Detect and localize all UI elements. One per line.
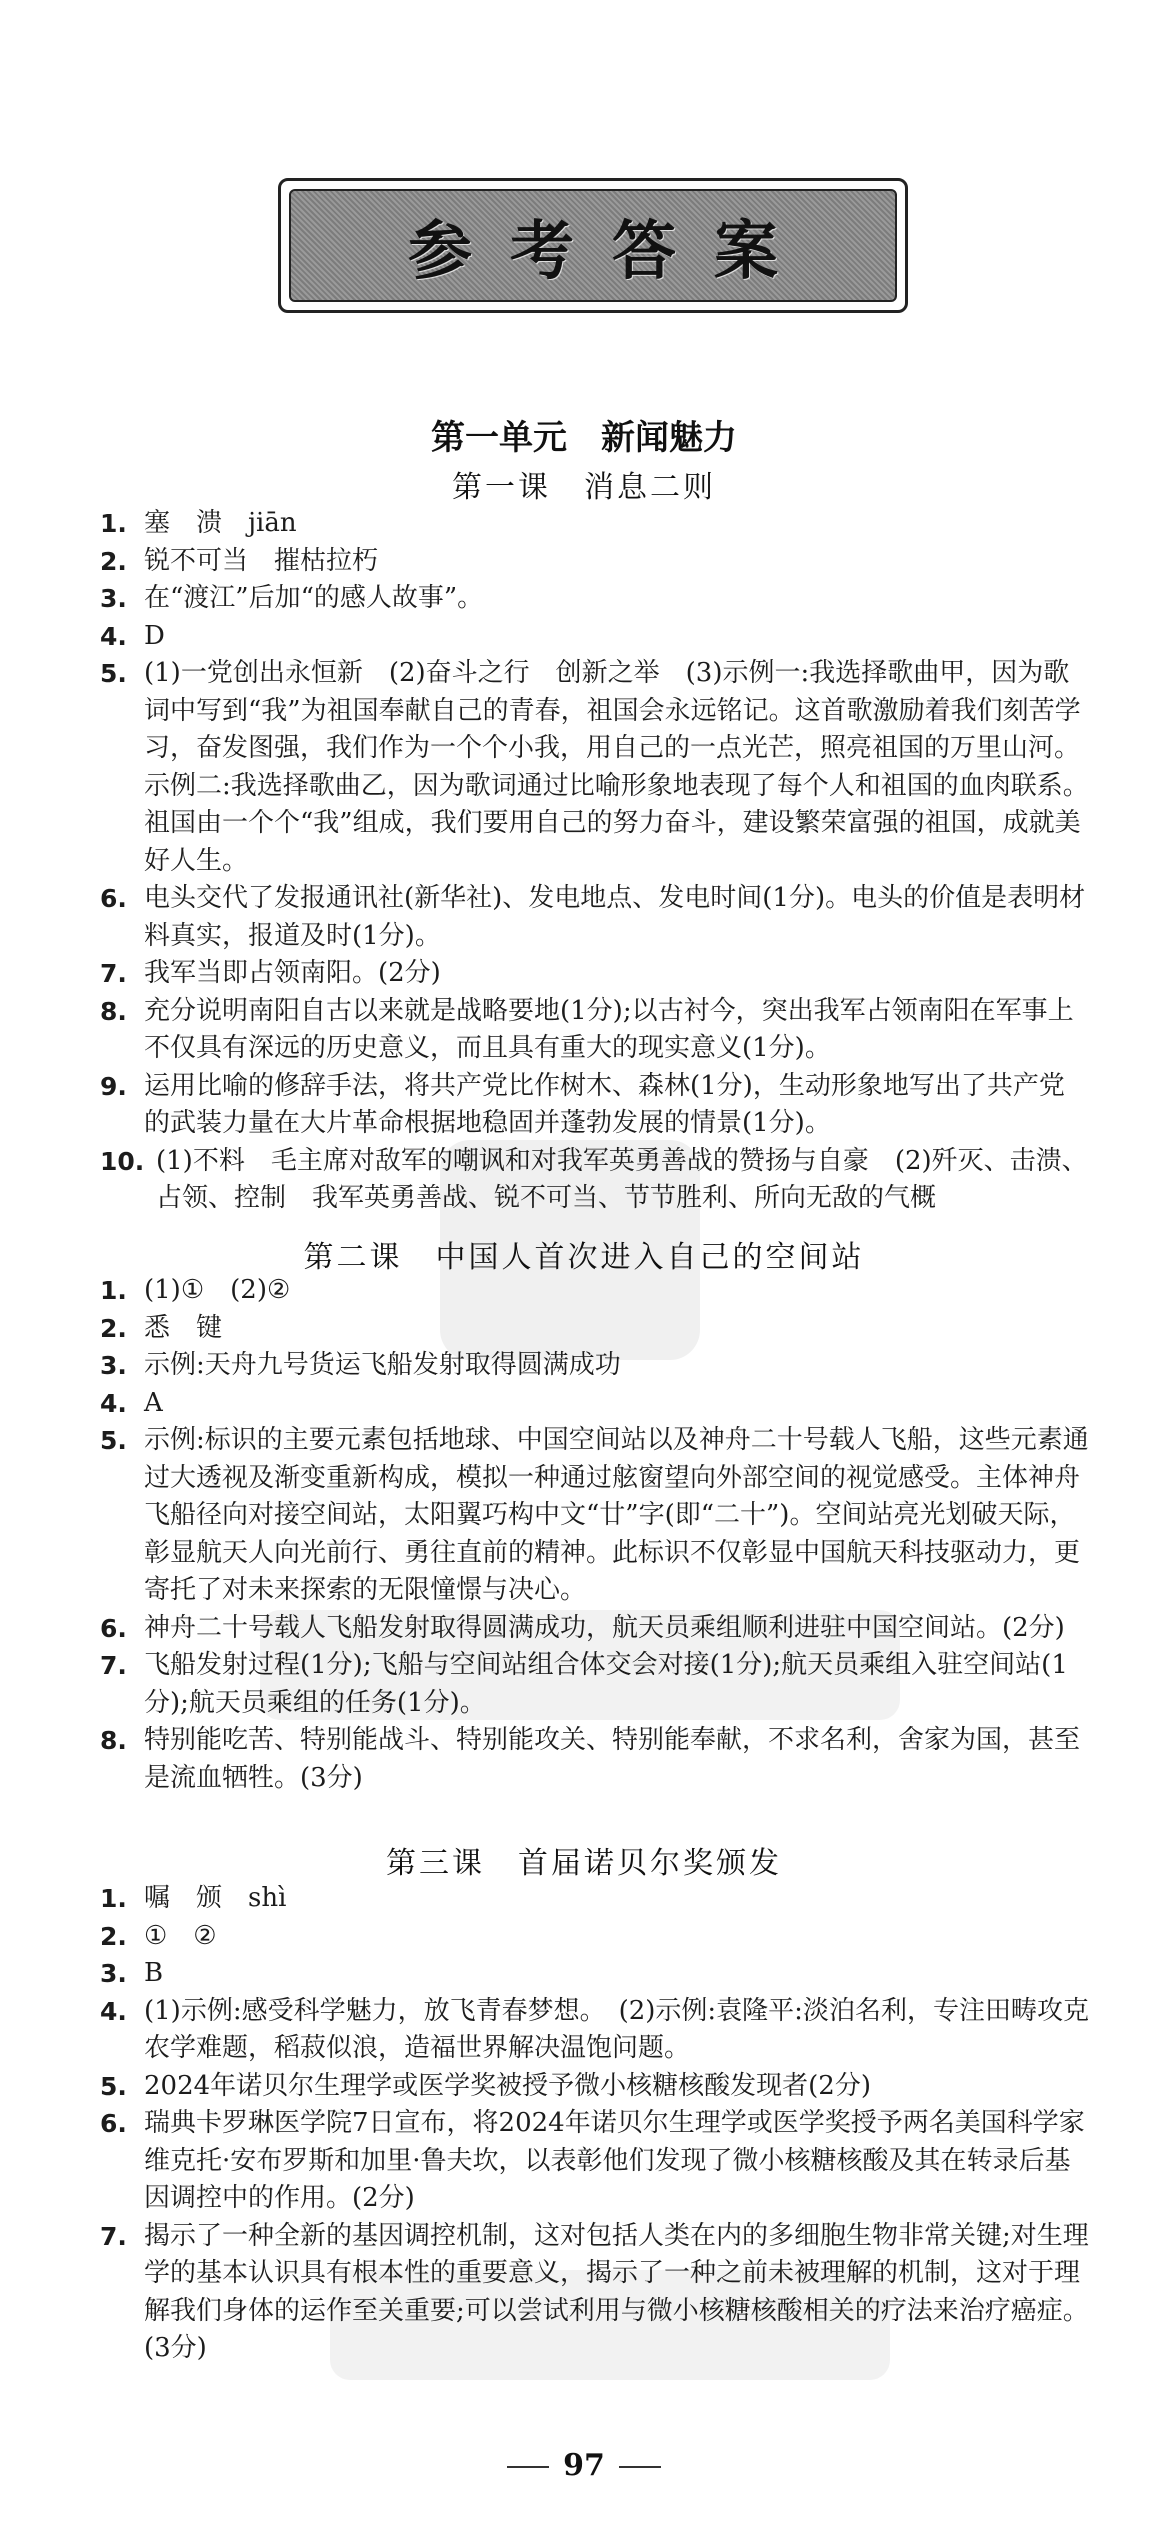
answer-item: 6. 神舟二十号载人飞船发射取得圆满成功，航天员乘组顺利进驻中国空间站。(2分)	[100, 1612, 1065, 1643]
lesson-1-answers	[100, 505, 1094, 1218]
lesson-2-title: 第二课 中国人首次进入自己的空间站	[303, 1240, 865, 1275]
answer-item: 3. B	[100, 1958, 164, 1988]
answer-item: 10. (1)不料 毛主席对敌军的嘲讽和对我军英勇善战的赞扬与自豪 (2)歼灭、击溃、占领、控制 我军英勇善战、锐不可当、节节胜利、所向无敌的气概	[100, 1145, 1088, 1213]
answer-item: 9. 运用比喻的修辞手法，将共产党比作树木、森林(1分)，生动形象地写出了共产党的武装力量在大片革命根据地稳固并蓬勃发展的情景(1分)。	[100, 1070, 1065, 1138]
answer-item: 1. 嘱 颁 shì	[100, 1883, 287, 1913]
answer-item: 3. 在“渡江”后加“的感人故事”。	[100, 583, 484, 613]
answer-item: 4. D	[100, 620, 165, 651]
answer-item: 5. (1)一党创出永恒新 (2)奋斗之行 创新之举 (3)示例一:我选择歌曲甲，因为歌词中写到“我”为祖国奉献自己的青春，祖国会永远铭记。这首歌激励着我们刻苦学习，奋发图强，我们作为一个个小我，用自己的一点光芒，照亮祖国的万里山河。 示例二:我选择歌曲乙，因为歌词通过比喻形象地表现了每个人和祖国的血肉联系。祖国由一个个“我”组成，我们要用自己的努力奋斗，建设繁荣富强的祖国，成就美好人生。	[100, 658, 1094, 876]
answer-item: 7. 揭示了一种全新的基因调控机制，这对包括人类在内的多细胞生物非常关键;对生理学的基本认识具有根本性的重要意义，揭示了一种之前未被理解的机制，这对于理解我们身体的运作至关重要;可以尝试利用与微小核糖核酸相关的疗法来治疗癌症。(3分)	[100, 2220, 1089, 2363]
page-footer	[0, 2448, 1168, 2483]
answer-item: 6. 瑞典卡罗琳医学院7日宣布，将2024年诺贝尔生理学或医学奖授予两名美国科学家维克托·安布罗斯和加里·鲁夫坎，以表彰他们发现了微小核糖核酸及其在转录后基因调控中的作用。(2分)	[100, 2108, 1085, 2213]
answer-item: 5. 示例:标识的主要元素包括地球、中国空间站以及神舟二十号载人飞船，这些元素通过大透视及渐变重新构成，模拟一种通过舷窗望向外部空间的视觉感受。主体神舟飞船径向对接空间站，太阳翼巧构中文“廿”字(即“二十”)。空间站亮光划破天际，彰显航天人向光前行、勇往直前的精神。此标识不仅彰显中国航天科技驱动力，更寄托了对未来探索的无限憧憬与决心。	[100, 1425, 1089, 1605]
banner-title: 参考答案	[408, 214, 816, 289]
lesson-2-answers	[100, 1272, 1090, 1797]
answer-item: 2. ① ②	[100, 1920, 217, 1951]
answer-item: 4. A	[100, 1387, 163, 1418]
answer-item: 1. 塞 溃 jiān	[100, 508, 297, 538]
answer-item: 8. 特别能吃苦、特别能战斗、特别能攻关、特别能奉献，不求名利，舍家为国，甚至是流血牺牲。(3分)	[100, 1725, 1081, 1793]
answer-item: 5. 2024年诺贝尔生理学或医学奖被授予微小核糖核酸发现者(2分)	[100, 2070, 871, 2101]
answer-item: 3. 示例:天舟九号货运飞船发射取得圆满成功	[100, 1350, 621, 1380]
lesson-3-title: 第三课 首届诺贝尔奖颁发	[386, 1846, 782, 1881]
answer-banner	[278, 178, 908, 313]
page-number: 97	[563, 2448, 605, 2483]
answer-item: 6. 电头交代了发报通讯社(新华社)、发电地点、发电时间(1分)。电头的价值是表明材料真实，报道及时(1分)。	[100, 883, 1086, 951]
lesson-1-title: 第一课 消息二则	[452, 470, 716, 505]
unit-title: 第一单元 新闻魅力	[431, 418, 737, 458]
answer-item: 1. (1)① (2)②	[100, 1275, 291, 1305]
answer-item: 7. 飞船发射过程(1分);飞船与空间站组合体交会对接(1分);航天员乘组入驻空间站(1分);航天员乘组的任务(1分)。	[100, 1650, 1068, 1718]
answer-item: 4. (1)示例:感受科学魅力，放飞青春梦想。 (2)示例:袁隆平:淡泊名利，专注田畴攻克农学难题，稻菽似浪，造福世界解决温饱问题。	[100, 1995, 1089, 2063]
lesson-3-answers	[100, 1880, 1090, 2368]
answer-item: 2. 悉 键	[100, 1312, 223, 1343]
answer-item: 8. 充分说明南阳自古以来就是战略要地(1分);以古衬今，突出我军占领南阳在军事上不仅具有深远的历史意义，而且具有重大的现实意义(1分)。	[100, 995, 1074, 1063]
answer-item: 7. 我军当即占领南阳。(2分)	[100, 958, 441, 988]
answer-item: 2. 锐不可当 摧枯拉朽	[100, 545, 379, 576]
